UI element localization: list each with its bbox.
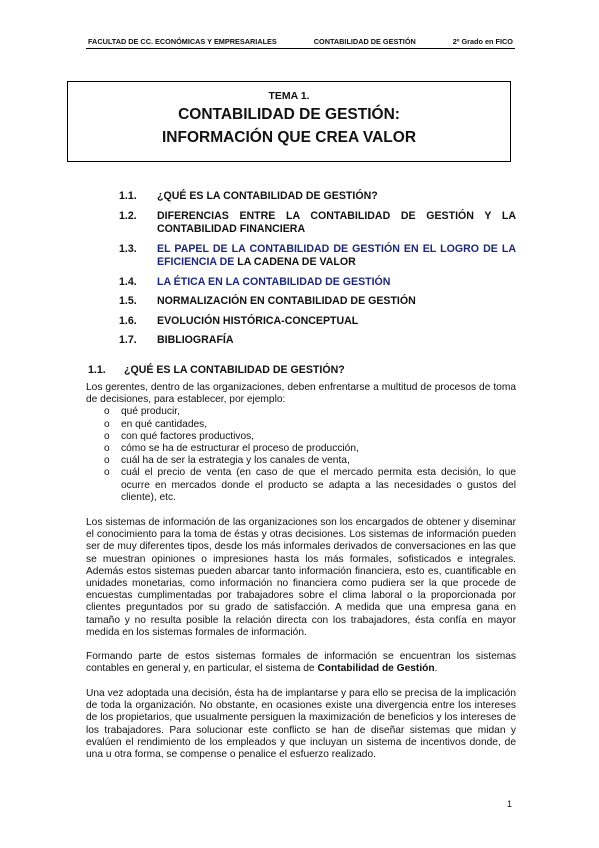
toc-text: BIBLIOGRAFÍA bbox=[157, 334, 234, 346]
section-heading bbox=[88, 364, 345, 376]
toc-text-blue: EL PAPEL DE LA CONTABILIDAD DE GESTIÓN EN EL LOGRO DE LA EFICIENCIA DE bbox=[157, 242, 516, 268]
title-box bbox=[67, 81, 511, 162]
table-of-contents bbox=[119, 190, 516, 354]
paragraph-3 bbox=[86, 688, 516, 761]
toc-num: 1.1. bbox=[119, 190, 137, 202]
paragraph-2-bold: Contabilidad de Gestión bbox=[317, 663, 435, 675]
title-line-1: CONTABILIDAD DE GESTIÓN: bbox=[178, 106, 400, 123]
toc-text: ¿QUÉ ES LA CONTABILIDAD DE GESTIÓN? bbox=[157, 190, 378, 202]
page-number: 1 bbox=[507, 799, 513, 809]
bullet-list bbox=[86, 406, 516, 504]
toc-item bbox=[119, 315, 516, 329]
paragraph-1 bbox=[86, 517, 516, 639]
intro-paragraph: Los gerentes, dentro de las organizaciones, deben enfrentarse a multitud de procesos de toma de decisiones, para establecer, por ejemplo: bbox=[86, 382, 516, 406]
list-item: o con qué factores productivos, bbox=[104, 431, 516, 443]
tema-label: TEMA 1. bbox=[268, 90, 310, 102]
toc-text: EVOLUCIÓN HISTÓRICA-CONCEPTUAL bbox=[157, 314, 359, 327]
toc-num: 1.3. bbox=[119, 242, 137, 255]
toc-text: LA ÉTICA EN LA CONTABILIDAD DE GESTIÓN bbox=[157, 275, 391, 288]
toc-num: 1.6. bbox=[119, 314, 137, 327]
header-subject: CONTABILIDAD DE GESTIÓN bbox=[313, 37, 416, 46]
header-faculty: FACULTAD DE CC. ECONÓMICAS Y EMPRESARIALES bbox=[88, 37, 277, 46]
toc-item bbox=[119, 243, 516, 270]
toc-item bbox=[119, 334, 516, 348]
paragraph-2 bbox=[86, 651, 516, 675]
list-item: o cuál ha de ser la estrategia y los canales de venta, bbox=[104, 455, 516, 467]
list-item: o cuál el precio de venta (en caso de que el mercado permita esta decisión, lo que ocurre en mercados donde el producto se adapta a las necesidades o gustos del cliente), etc. bbox=[104, 467, 516, 504]
intro-block bbox=[86, 382, 516, 504]
toc-num: 1.5. bbox=[119, 295, 137, 307]
list-item: o en qué cantidades, bbox=[104, 419, 516, 431]
paragraph-text: Una vez adoptada una decisión, ésta ha de implantarse y para ello se precisa de la implicación de toda la organización. No obstante, en ocasiones existe una divergencia entre los intereses de los propietarios, que usualmente persiguen la maximización de beneficios y los intereses de los trabajadores. Para solucionar este conflicto se han de diseñar sistemas que midan y evalúen el rendimiento de los empleados y que incluyan un sistema de incentivos donde, de una u otra forma, se compense o penalice el esfuerzo realizado. bbox=[86, 688, 516, 761]
toc-num: 1.2. bbox=[119, 209, 137, 222]
header-divider bbox=[86, 48, 515, 49]
paragraph-2-end: . bbox=[434, 663, 438, 675]
paragraph-text: Los sistemas de información de las organizaciones son los encargados de obtener y diseminar el conocimiento para la toma de éstas y otras decisiones. Los sistemas de información pueden ser de muy diferentes tipos, desde los más informales derivados de conversaciones en las que se muestran opiniones o impresiones hasta los más formales, sofisticados e integrales. Además estos sistemas pueden abarcar tanto información financiera, esto es, cuantificable en unidades monetarias, como información no financiera como pudiera ser la que procede de encuestas cumplimentadas por trabajadores sobre el clima laboral o la proporcionada por clientes preguntados por su grado de satisfacción. A medida que una empresa gana en tamaño y no resulta posible la relación directa con los trabajadores, ésta confía en mayor medida en los sistemas formales de información. bbox=[86, 517, 516, 638]
toc-text: NORMALIZACIÓN EN CONTABILIDAD DE GESTIÓN bbox=[157, 295, 416, 307]
toc-text bbox=[157, 243, 516, 270]
section-title: ¿QUÉ ES LA CONTABILIDAD DE GESTIÓN? bbox=[124, 364, 345, 376]
list-item: o qué producir, bbox=[104, 406, 516, 418]
paragraph-text bbox=[86, 651, 516, 675]
paragraph-2-start: Formando parte de estos sistemas formales de información se encuentran los sistemas contables en general y, en particular, el sistema de bbox=[86, 651, 516, 675]
toc-item bbox=[119, 295, 516, 309]
toc-item bbox=[119, 190, 516, 204]
toc-num: 1.7. bbox=[119, 334, 137, 346]
header-degree: 2º Grado en FICO bbox=[452, 37, 513, 46]
toc-text: DIFERENCIAS ENTRE LA CONTABILIDAD DE GESTIÓN Y LA CONTABILIDAD FINANCIERA bbox=[157, 209, 516, 235]
page-header bbox=[88, 37, 513, 46]
list-item: o cómo se ha de estructurar el proceso de producción, bbox=[104, 443, 516, 455]
toc-num: 1.4. bbox=[119, 275, 137, 288]
toc-item bbox=[119, 210, 516, 237]
section-number: 1.1. bbox=[88, 364, 106, 376]
title-line-2: INFORMACIÓN QUE CREA VALOR bbox=[161, 129, 417, 146]
toc-item bbox=[119, 276, 516, 290]
toc-text-rest: LA CADENA DE VALOR bbox=[234, 256, 356, 268]
